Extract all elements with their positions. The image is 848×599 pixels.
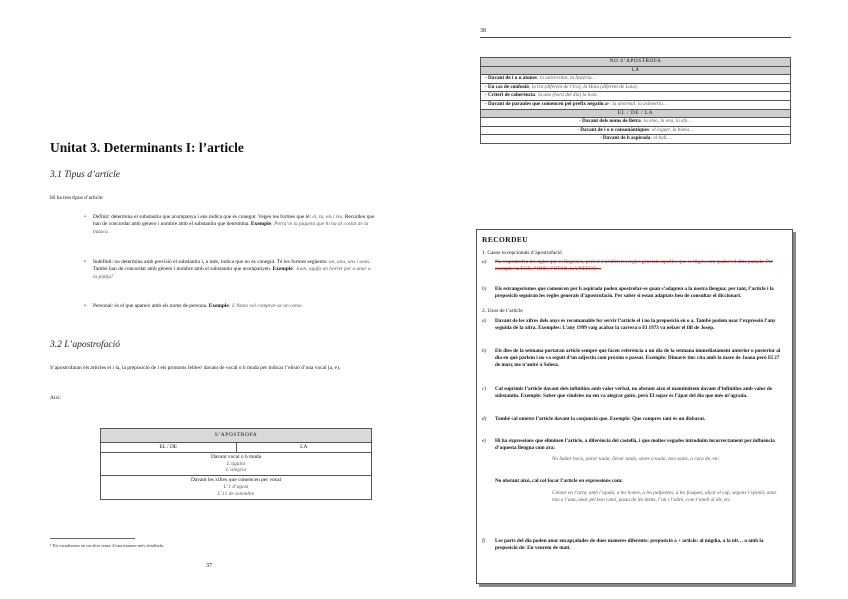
item-letter: a) bbox=[482, 259, 487, 265]
item-letter: c) bbox=[482, 386, 487, 392]
bullet-personal bbox=[84, 303, 375, 310]
bullet-text: : determina el substantiu que acompanya i ens indica que és conegut. Vegeu les formes que té: bbox=[108, 214, 313, 220]
bullet-text: : no determina amb precisió el substantiu i, a més, indica que no és conegut. Té les formes següents: bbox=[111, 259, 329, 265]
bullet-forms: el, la, els i les bbox=[312, 214, 343, 220]
footnote: ¹ Els estudiarem en un altre tema d’una manera més detallada. bbox=[50, 543, 165, 548]
table-row: - Davant dels noms de lletra: la ema, la ena, la efa… bbox=[481, 118, 791, 127]
row-example: L’àguila bbox=[226, 460, 246, 467]
item-text: Els estrangerismes que comencen per h aspirada poden apostrofar-se quan s’adapten a la nostra llengua; per tant, l’article i la preposició seguiran les regles generals d’apostrofació. Per saber si estan adaptats heu de consultar el diccionari. bbox=[495, 286, 774, 299]
table-title: NO S’APOSTROFA bbox=[481, 58, 791, 67]
row-heading: Davant les xifres que comencen per vocal bbox=[190, 477, 282, 484]
rule-label: Davant de i o u àtones bbox=[488, 75, 537, 82]
bullet-icon: • bbox=[84, 303, 86, 309]
table-row: - Davant de paraules que comencen pel prefix negatiu a-: la anormal, la asimetria… bbox=[481, 100, 791, 109]
rule-example: : el iogurt, la hiena… bbox=[648, 126, 694, 133]
table-row bbox=[101, 452, 372, 475]
section-3-2-heading: 3.2 L’apostrofació bbox=[50, 340, 121, 350]
table-row bbox=[101, 476, 372, 499]
table-col-la: LA bbox=[236, 443, 372, 453]
rule-label: Davant de i o u consonàntiques bbox=[580, 126, 649, 133]
item-letter: d) bbox=[482, 416, 487, 422]
list-item bbox=[482, 538, 784, 552]
bullet-label: Personal bbox=[93, 303, 112, 309]
apostrofacio-text: S’apostrofaran els articles el i la, la preposició de i els pronoms febles¹ davant de vocal o h muda per indicar l’elisió d’una vocal (a, e). bbox=[50, 365, 341, 371]
section-3-1-heading: 3.1 Tipus d’article bbox=[50, 170, 120, 180]
example-text: : Joan, agafa un barret per a anar a la platja! bbox=[93, 266, 371, 280]
table-col-el-de: EL / DE bbox=[101, 443, 237, 453]
example-text: : L’Anna vol comprar-se un cotxe. bbox=[228, 303, 303, 309]
example-text: : Porta’m la jaqueta que hi ha al costat de la butaca. bbox=[93, 221, 369, 235]
item-text: Els dies de la setmana portaran article sempre que facen referència a un dia de la setmana immediatament anterior o posterior al dia en què parlem i no va seguit d’un adjectiu com pròxim o passat. Exemple: Dimarts tinc cita amb la mare de Joana però El 27 de març me n’aniré a Sulesa. bbox=[495, 348, 781, 368]
item-letter: f) bbox=[482, 538, 486, 544]
table-row: - Criteri de coherència: la una (hora del dia) la host. bbox=[481, 92, 791, 101]
apostrofa-table bbox=[100, 428, 372, 500]
page-number-right: 38 bbox=[480, 28, 486, 34]
item-letter: a) bbox=[482, 318, 487, 324]
bullet-indefinit bbox=[84, 259, 375, 281]
list-item bbox=[482, 348, 784, 369]
contra-text: No obstant això, cal col·locar l’article en expressions com: bbox=[495, 478, 623, 484]
example-label: Exemple bbox=[208, 303, 229, 309]
rule-example: : la anormal, la asimetria… bbox=[609, 100, 668, 107]
list-item bbox=[482, 259, 784, 273]
rule-label: Davant dels noms de lletra bbox=[581, 118, 641, 125]
bullet-forms: un, una, uns i unes bbox=[328, 259, 370, 265]
section-usos: 2. Usos de l’article bbox=[482, 308, 523, 314]
item-letter: b) bbox=[482, 348, 487, 354]
bullet-icon: • bbox=[84, 259, 86, 265]
row-example: L’alegria bbox=[225, 467, 247, 474]
list-item bbox=[482, 318, 784, 332]
intro-text: Hi ha tres tipus d’article: bbox=[50, 195, 104, 201]
table-row: - Davant de i o u àtones: la universitat, la història… bbox=[481, 75, 791, 84]
row-example: L’1 d’agost bbox=[223, 483, 249, 490]
table-row: - Davant de h aspirada: el hall… bbox=[481, 135, 791, 144]
item-text: També cal ometre l’article davant la conjunció que. Exemple: Que compres tant és un disbarat. bbox=[495, 416, 706, 422]
bullet-rest: . Recordeu que han de concordar amb gènere i nombre amb el substantiu que determina. bbox=[93, 214, 375, 228]
rule-label: Davant de h aspirada bbox=[602, 135, 651, 142]
table-title: S’APOSTROFA bbox=[101, 429, 372, 443]
header-rule bbox=[480, 37, 791, 38]
expressions-without-article: No hadar boca, parar taula, llevar taula, seure a taula, tots sants, a cura de, etc. bbox=[552, 456, 720, 462]
list-item bbox=[482, 386, 784, 400]
rule-label: Criteri de coherència bbox=[488, 92, 535, 99]
no-apostrofa-table bbox=[480, 57, 791, 144]
right-page bbox=[424, 0, 848, 599]
list-item bbox=[482, 286, 784, 300]
row-heading: Davant vocal o h muda bbox=[211, 453, 261, 460]
item-text: Les parts del dia poden anar encapçalades de dues maneres diferents: preposició a + article: al migdia, a la nit… o amb la preposició de: En veurem de matí. bbox=[495, 538, 764, 551]
bullet-label: Definit bbox=[93, 214, 109, 220]
bullet-text: : és el que apareix amb els noms de persona. bbox=[111, 303, 209, 309]
recordeu-box bbox=[476, 229, 793, 584]
bullet-label: Indefinit bbox=[93, 259, 112, 265]
row-example: L’11 de setembre bbox=[217, 490, 255, 497]
item-text: Hi ha expressions que eliminen l’article, a diferència del castellà, i que moltes vegades introduïm incorrectament per influència d’aquesta llengua com ara: bbox=[495, 438, 775, 451]
list-item bbox=[482, 438, 784, 452]
rule-label: Davant de paraules que comencen pel prefix negatiu a- bbox=[488, 100, 610, 107]
aixi-text: Així: bbox=[50, 395, 62, 401]
item-letter: b) bbox=[482, 286, 487, 292]
list-item bbox=[482, 416, 784, 423]
bullet-icon: • bbox=[84, 214, 86, 220]
rule-example: : la tra (diferent de l’ira), la Haia (diferent de Laia). bbox=[528, 83, 638, 90]
bullet-rest: . També han de concordar amb gènere i nombre amb el substantiu que acompanyen. bbox=[93, 259, 371, 273]
item-text: Davant de les xifres dels anys és recomanable fer servir l’article el i no la preposició en o a. També podem usar l’expressió l’any seguida de la xifra. Exemples: L’any 1999 vaig acabar la carrera o El 1973 va néixer el fill de Josep. bbox=[495, 318, 776, 331]
rule-example: : la ema, la ena, la efa… bbox=[640, 118, 693, 125]
item-text: No s’apostrofen les sigles que es llegeixen, però sí s’acullen les regles generals aquelles que es lligen com qualsevol altra paraula. Per exemple: la EGB, l’ONU, l’OTAN, la UNESCO… bbox=[495, 259, 773, 272]
rule-label: En cas de confusió bbox=[488, 83, 529, 90]
footnote-divider bbox=[50, 538, 135, 539]
section-excepcions: 1. Casos excepcionals d’apostrofació bbox=[482, 250, 562, 256]
expressions-with-article: Contar en l’acta, amb l’ajuda, a les bones, a les palpentes, a les fosques, alçar el cap, segons l’opinió, anar tots a l’una, anar pel bon camí, pasta de les dents, l’un i l’altre, com l’anell al dit, etc. bbox=[552, 490, 777, 503]
table-row: - Davant de i o u consonàntiques: el iogurt, la hiena… bbox=[481, 126, 791, 135]
recordeu-title: RECORDEU bbox=[482, 235, 529, 244]
table-sub-el-de-la: EL / DE / LA bbox=[481, 109, 791, 118]
item-text: Cal suprimir l’article davant dels infinitius amb valor verbal, no obstant això el mantindrem davant d’infinitius amb valor de substantiu. Exemple: Saber que vindries no em va alegrar gaire, però El sopar és l’àpat del dia que més m’agrada. bbox=[495, 386, 773, 399]
table-sub-la: LA bbox=[481, 66, 791, 75]
rule-example: : el hall… bbox=[650, 135, 672, 142]
page-number-left: 37 bbox=[206, 563, 212, 569]
example-label: Exemple bbox=[250, 221, 271, 228]
unit-title: Unitat 3. Determinants I: l’article bbox=[50, 140, 244, 155]
table-row: - En cas de confusió: la tra (diferent de l’ira), la Haia (diferent de Laia). bbox=[481, 83, 791, 92]
bullet-definit bbox=[84, 214, 375, 236]
example-label: Exemple bbox=[272, 266, 293, 273]
item-letter: e) bbox=[482, 438, 487, 444]
rule-example: : la universitat, la història… bbox=[536, 75, 597, 82]
rule-example: : la una (hora del dia) la host. bbox=[535, 92, 598, 99]
